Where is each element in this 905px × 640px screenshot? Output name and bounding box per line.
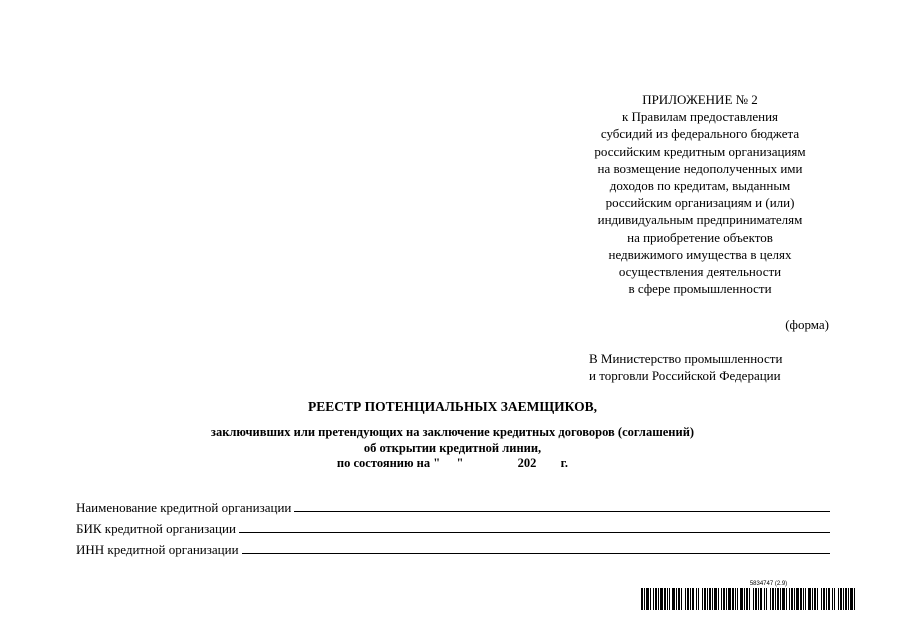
- document-subtitle: [0, 425, 905, 472]
- appendix-line: в сфере промышленности: [628, 281, 772, 297]
- addressee-line-1: В Министерство промышленности: [589, 351, 783, 366]
- field-bik: [76, 516, 830, 537]
- field-label: Наименование кредитной организации: [76, 500, 292, 515]
- appendix-line: к Правилам предоставления: [621, 109, 779, 125]
- appendix-line: индивидуальным предпринимателям: [597, 212, 803, 228]
- field-org-name: [76, 495, 830, 516]
- addressee-line-2: и торговли Российской Федерации: [589, 367, 781, 383]
- appendix-line: осуществления деятельности: [618, 264, 782, 280]
- barcode-image: [641, 588, 856, 610]
- appendix-line: российским организациям и (или): [605, 195, 795, 211]
- organization-fields: [76, 495, 830, 558]
- appendix-line: недвижимого имущества в целях: [608, 246, 792, 262]
- date-line: [0, 456, 905, 472]
- appendix-line: российским кредитным организациям: [594, 143, 806, 159]
- subtitle-line-2: об открытии кредитной линии,: [363, 440, 542, 455]
- inn-input-line[interactable]: [242, 539, 830, 554]
- field-label: БИК кредитной организации: [76, 521, 236, 536]
- field-inn: [76, 537, 830, 558]
- date-quote-close: ": [456, 456, 464, 470]
- addressee-block: [589, 351, 829, 384]
- document-title: РЕЕСТР ПОТЕНЦИАЛЬНЫХ ЗАЕМЩИКОВ,: [307, 399, 598, 414]
- appendix-line: на возмещение недополученных ими: [597, 160, 803, 176]
- barcode-block: [641, 580, 856, 610]
- org-name-input-line[interactable]: [294, 497, 830, 512]
- barcode-number: 5834747 (2.9): [749, 581, 788, 587]
- form-label: (форма): [785, 317, 829, 332]
- appendix-line: ПРИЛОЖЕНИЕ № 2: [642, 92, 758, 107]
- appendix-line: субсидий из федерального бюджета: [600, 126, 800, 142]
- bik-input-line[interactable]: [239, 518, 830, 533]
- field-label: ИНН кредитной организации: [76, 542, 239, 557]
- date-year: 202: [517, 456, 537, 470]
- appendix-line: доходов по кредитам, выданным: [609, 178, 791, 194]
- appendix-line: на приобретение объектов: [627, 229, 773, 245]
- date-year-suffix: г.: [560, 456, 569, 470]
- date-prefix: по состоянию на ": [336, 456, 441, 470]
- subtitle-line-1: заключивших или претендующих на заключение кредитных договоров (соглашений): [210, 425, 695, 439]
- appendix-block: [560, 91, 840, 297]
